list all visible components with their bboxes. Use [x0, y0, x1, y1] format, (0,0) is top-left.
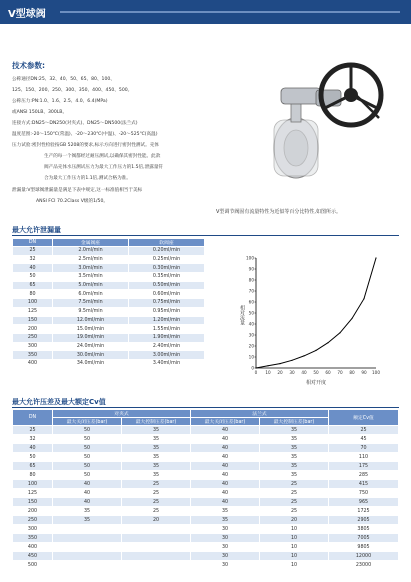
- col-header-max-shutoff: 最大关闭压差(bar): [191, 418, 260, 426]
- table-cell: 400: [13, 359, 53, 368]
- x-tick-label: 50: [313, 370, 319, 375]
- section-divider: [12, 235, 399, 236]
- table-cell: 0.30ml/min: [129, 264, 205, 273]
- table-cell: 125: [13, 489, 53, 498]
- table-cell: 9805: [329, 543, 399, 552]
- table-cell: 35: [53, 507, 122, 516]
- table-cell: 3.5ml/min: [53, 273, 129, 282]
- table-cell: 7.5ml/min: [53, 299, 129, 308]
- table-cell: 25: [122, 480, 191, 489]
- table-cell: 50: [53, 435, 122, 444]
- col-header-max-shutoff: 最大关闭压差(bar): [53, 418, 122, 426]
- table-cell: 35: [260, 453, 329, 462]
- x-tick-label: 0: [254, 370, 258, 375]
- x-tick-label: 20: [277, 370, 283, 375]
- group-header-flange: 法兰式: [191, 410, 329, 418]
- table-cell: 300: [13, 525, 53, 534]
- table-cell: [53, 552, 122, 561]
- table-row: [13, 552, 399, 561]
- table-cell: 0.25ml/min: [129, 255, 205, 264]
- table-cell: 100: [13, 299, 53, 308]
- table-cell: 35: [260, 462, 329, 471]
- table-cell: 40: [191, 453, 260, 462]
- table-cell: 35: [260, 444, 329, 453]
- y-tick-label: 60: [248, 299, 254, 305]
- pressure-section-title: 最大允许压差及最大额定Cv值: [12, 398, 106, 406]
- table-cell: 150: [13, 498, 53, 507]
- table-row: [13, 325, 205, 334]
- table-cell: 40: [191, 426, 260, 435]
- table-cell: 175: [329, 462, 399, 471]
- table-cell: 965: [329, 498, 399, 507]
- data-point: [291, 360, 292, 361]
- x-tick-label: 60: [325, 370, 331, 375]
- table-cell: 30: [191, 543, 260, 552]
- table-cell: 0.95ml/min: [129, 307, 205, 316]
- flow-characteristic-chart: [226, 238, 386, 388]
- y-tick-label: 90: [248, 266, 254, 272]
- table-cell: 25: [122, 498, 191, 507]
- section-divider: [12, 407, 399, 408]
- chart-title: V型调节阀固有流量特性为近似等百分比特性,如图所示。: [216, 209, 342, 215]
- x-tick-label: 90: [361, 370, 367, 375]
- spec-line: 或ANSI 150LB、300LB。: [12, 110, 68, 115]
- table-row: [13, 453, 399, 462]
- valve-image: [246, 60, 396, 190]
- table-cell: 3805: [329, 525, 399, 534]
- x-tick-label: 70: [337, 370, 343, 375]
- table-cell: 30: [191, 561, 260, 570]
- table-cell: 1.90ml/min: [129, 333, 205, 342]
- table-cell: 400: [13, 543, 53, 552]
- table-cell: 750: [329, 489, 399, 498]
- spec-line: 连接方式:DN25～DN250(对夹式)、DN25～DN500(法兰式): [12, 121, 138, 126]
- table-cell: 200: [13, 507, 53, 516]
- table-cell: 9.5ml/min: [53, 307, 129, 316]
- data-point: [267, 365, 268, 366]
- col-header-max-control: 最大控制压差(bar): [122, 418, 191, 426]
- y-tick-label: 30: [248, 332, 254, 338]
- table-cell: 0.35ml/min: [129, 273, 205, 282]
- data-point: [303, 355, 304, 356]
- data-point: [375, 257, 376, 258]
- table-cell: 45: [329, 435, 399, 444]
- col-header-cv: 额定Cv值: [329, 410, 399, 426]
- table-cell: [122, 552, 191, 561]
- table-cell: 12000: [329, 552, 399, 561]
- table-cell: 285: [329, 471, 399, 480]
- table-cell: [53, 561, 122, 570]
- table-cell: 40: [13, 264, 53, 273]
- table-row: [13, 462, 399, 471]
- table-cell: 35: [191, 516, 260, 525]
- y-tick-label: 40: [248, 321, 254, 327]
- x-tick-label: 10: [265, 370, 271, 375]
- pressure-table: [12, 409, 399, 570]
- spec-line: ANSI FCI 70.2Class V级的1/50。: [36, 199, 108, 204]
- table-cell: 35: [122, 426, 191, 435]
- table-cell: 25: [13, 247, 53, 256]
- table-cell: 30: [191, 534, 260, 543]
- table-cell: 150: [13, 316, 53, 325]
- table-cell: 40: [53, 498, 122, 507]
- table-cell: 35: [122, 444, 191, 453]
- table-row: [13, 543, 399, 552]
- table-cell: 70: [329, 444, 399, 453]
- table-cell: [122, 543, 191, 552]
- table-cell: 7005: [329, 534, 399, 543]
- table-row: [13, 247, 205, 256]
- table-cell: 25: [122, 489, 191, 498]
- table-cell: 0.50ml/min: [129, 281, 205, 290]
- table-cell: 50: [53, 471, 122, 480]
- table-cell: 40: [191, 471, 260, 480]
- table-cell: 10: [260, 561, 329, 570]
- y-tick-label: 50: [248, 310, 254, 316]
- flow-curve: [256, 258, 376, 368]
- page-title: V型球阀: [8, 9, 46, 20]
- table-cell: 25: [260, 498, 329, 507]
- data-point: [351, 318, 352, 319]
- table-cell: 40: [191, 462, 260, 471]
- table-row: [13, 351, 205, 360]
- table-cell: 40: [191, 435, 260, 444]
- y-tick-label: 100: [246, 255, 254, 261]
- table-cell: 65: [13, 462, 53, 471]
- table-row: [13, 498, 399, 507]
- x-tick-label: 80: [349, 370, 355, 375]
- y-tick-label: 20: [248, 343, 254, 349]
- table-cell: 110: [329, 453, 399, 462]
- table-cell: 80: [13, 290, 53, 299]
- table-row: [13, 281, 205, 290]
- table-cell: 40: [191, 444, 260, 453]
- table-cell: 32: [13, 435, 53, 444]
- data-point: [279, 363, 280, 364]
- table-cell: 250: [13, 516, 53, 525]
- table-row: [13, 444, 399, 453]
- leak-section-title: 最大允许泄漏量: [12, 226, 61, 234]
- table-cell: 0.60ml/min: [129, 290, 205, 299]
- y-tick-label: 10: [248, 354, 254, 360]
- table-cell: 40: [191, 489, 260, 498]
- table-cell: 50: [13, 273, 53, 282]
- table-row: [13, 525, 399, 534]
- table-cell: [53, 534, 122, 543]
- table-cell: 300: [13, 342, 53, 351]
- table-cell: 20: [122, 516, 191, 525]
- table-cell: 3.40ml/min: [129, 359, 205, 368]
- table-cell: 1725: [329, 507, 399, 516]
- table-cell: 10: [260, 543, 329, 552]
- data-point: [315, 350, 316, 351]
- table-cell: 250: [13, 333, 53, 342]
- y-axis-label: 相对流量: [239, 305, 245, 325]
- x-tick-label: 100: [372, 370, 380, 375]
- table-cell: 6.0ml/min: [53, 290, 129, 299]
- header-divider: [60, 11, 400, 13]
- table-row: [13, 426, 399, 435]
- col-header-soft-seat: 软阀座: [129, 239, 205, 247]
- pressure-table-group-header: [13, 410, 399, 418]
- table-cell: 500: [13, 561, 53, 570]
- table-cell: 35: [122, 471, 191, 480]
- table-cell: 35: [122, 453, 191, 462]
- table-cell: 10: [260, 534, 329, 543]
- y-tick-label: 80: [248, 277, 254, 283]
- spec-line: 压力试验:密封性检验按GB 5208的要求,标示方向进行密封性测试。壳体: [12, 143, 159, 148]
- table-cell: 3.0ml/min: [53, 264, 129, 273]
- spec-line: 温度范围:-20～150℃(常温)、-20～230℃(中温)、-20～525℃(高温): [12, 132, 158, 137]
- table-cell: 35: [260, 435, 329, 444]
- table-row: [13, 471, 399, 480]
- table-cell: 50: [53, 444, 122, 453]
- table-cell: 35: [53, 516, 122, 525]
- table-cell: 30.0ml/min: [53, 351, 129, 360]
- table-cell: 0.75ml/min: [129, 299, 205, 308]
- table-cell: 23000: [329, 561, 399, 570]
- spec-line: 公称通径DN:25、32、40、50、65、80、100、: [12, 77, 115, 82]
- table-cell: 30: [191, 552, 260, 561]
- table-row: [13, 534, 399, 543]
- table-cell: 25: [260, 489, 329, 498]
- table-cell: [122, 561, 191, 570]
- table-cell: 34.0ml/min: [53, 359, 129, 368]
- table-cell: 50: [53, 426, 122, 435]
- table-cell: 2905: [329, 516, 399, 525]
- table-row: [13, 316, 205, 325]
- table-cell: 35: [260, 471, 329, 480]
- table-row: [13, 333, 205, 342]
- data-point: [255, 367, 256, 368]
- table-cell: 12.0ml/min: [53, 316, 129, 325]
- x-tick-label: 30: [289, 370, 295, 375]
- spec-line: 125、150、200、250、300、350、400、450、500。: [12, 88, 133, 93]
- table-cell: 2.0ml/min: [53, 247, 129, 256]
- table-row: [13, 273, 205, 282]
- col-header-metal-seat: 金属阀座: [53, 239, 129, 247]
- col-header-dn: DN: [13, 410, 53, 426]
- table-cell: 24.0ml/min: [53, 342, 129, 351]
- col-header-max-control: 最大控制压差(bar): [260, 418, 329, 426]
- y-tick-label: 0: [251, 365, 254, 371]
- spec-line: 生产的每一个阀都经过耐压测试,以确保其密封性能。此款: [44, 154, 161, 159]
- table-cell: 25: [329, 426, 399, 435]
- data-point: [327, 342, 328, 343]
- table-cell: 32: [13, 255, 53, 264]
- table-cell: 19.0ml/min: [53, 333, 129, 342]
- table-cell: 35: [191, 507, 260, 516]
- table-cell: 100: [13, 480, 53, 489]
- table-row: [13, 290, 205, 299]
- table-cell: 200: [13, 325, 53, 334]
- table-cell: [122, 525, 191, 534]
- table-row: [13, 561, 399, 570]
- spec-line: 公称压力:PN:1.0、1.6、2.5、4.0、6.4(MPa): [12, 99, 108, 104]
- table-cell: 1.55ml/min: [129, 325, 205, 334]
- y-tick-label: 70: [248, 288, 254, 294]
- spec-line: 泄漏量:V型球阀泄漏量是满足下表中规定,这一标准值相当于美标: [12, 188, 143, 193]
- leak-table: [12, 238, 205, 369]
- table-cell: 125: [13, 307, 53, 316]
- table-cell: 50: [53, 453, 122, 462]
- spec-line: 阀产品壳体水压测试压力为最大工作压力的1.5倍,泄露量符: [44, 165, 164, 170]
- table-cell: 40: [191, 498, 260, 507]
- table-cell: 3.00ml/min: [129, 351, 205, 360]
- table-cell: 5.0ml/min: [53, 281, 129, 290]
- table-row: [13, 480, 399, 489]
- data-point: [363, 298, 364, 299]
- table-row: [13, 435, 399, 444]
- table-cell: 0.20ml/min: [129, 247, 205, 256]
- table-cell: 415: [329, 480, 399, 489]
- table-cell: 2.40ml/min: [129, 342, 205, 351]
- table-cell: 25: [260, 480, 329, 489]
- table-row: [13, 307, 205, 316]
- table-cell: 10: [260, 552, 329, 561]
- table-cell: 25: [13, 426, 53, 435]
- table-row: [13, 299, 205, 308]
- table-cell: 40: [13, 444, 53, 453]
- table-cell: 50: [53, 462, 122, 471]
- table-cell: 15.0ml/min: [53, 325, 129, 334]
- table-row: [13, 255, 205, 264]
- table-cell: 80: [13, 471, 53, 480]
- table-cell: 35: [260, 426, 329, 435]
- header-bar: [0, 0, 411, 24]
- data-point: [339, 332, 340, 333]
- leak-table-header: [13, 239, 205, 247]
- x-tick-label: 40: [301, 370, 307, 375]
- table-cell: [53, 525, 122, 534]
- x-axis-label: 相对开度: [305, 380, 327, 386]
- spec-line: 合为最大工作压力的1.1倍,测试合格为准。: [44, 176, 131, 181]
- table-cell: 1.20ml/min: [129, 316, 205, 325]
- table-cell: 50: [13, 453, 53, 462]
- table-row: [13, 516, 399, 525]
- table-cell: 25: [122, 507, 191, 516]
- table-row: [13, 264, 205, 273]
- table-cell: [53, 543, 122, 552]
- table-cell: [122, 534, 191, 543]
- table-cell: 10: [260, 525, 329, 534]
- table-cell: 350: [13, 351, 53, 360]
- table-cell: 40: [53, 480, 122, 489]
- table-cell: 2.5ml/min: [53, 255, 129, 264]
- table-row: [13, 342, 205, 351]
- table-cell: 30: [191, 525, 260, 534]
- table-cell: 350: [13, 534, 53, 543]
- group-header-wafer: 对夹式: [53, 410, 191, 418]
- table-cell: 35: [122, 435, 191, 444]
- table-cell: 20: [260, 516, 329, 525]
- table-cell: 40: [53, 489, 122, 498]
- tech-params-title: 技术参数:: [12, 61, 45, 70]
- table-row: [13, 489, 399, 498]
- table-row: [13, 507, 399, 516]
- table-cell: 35: [122, 462, 191, 471]
- table-cell: 40: [191, 480, 260, 489]
- table-cell: 25: [260, 507, 329, 516]
- table-cell: 65: [13, 281, 53, 290]
- col-header-dn: DN: [13, 239, 53, 247]
- table-cell: 450: [13, 552, 53, 561]
- table-row: [13, 359, 205, 368]
